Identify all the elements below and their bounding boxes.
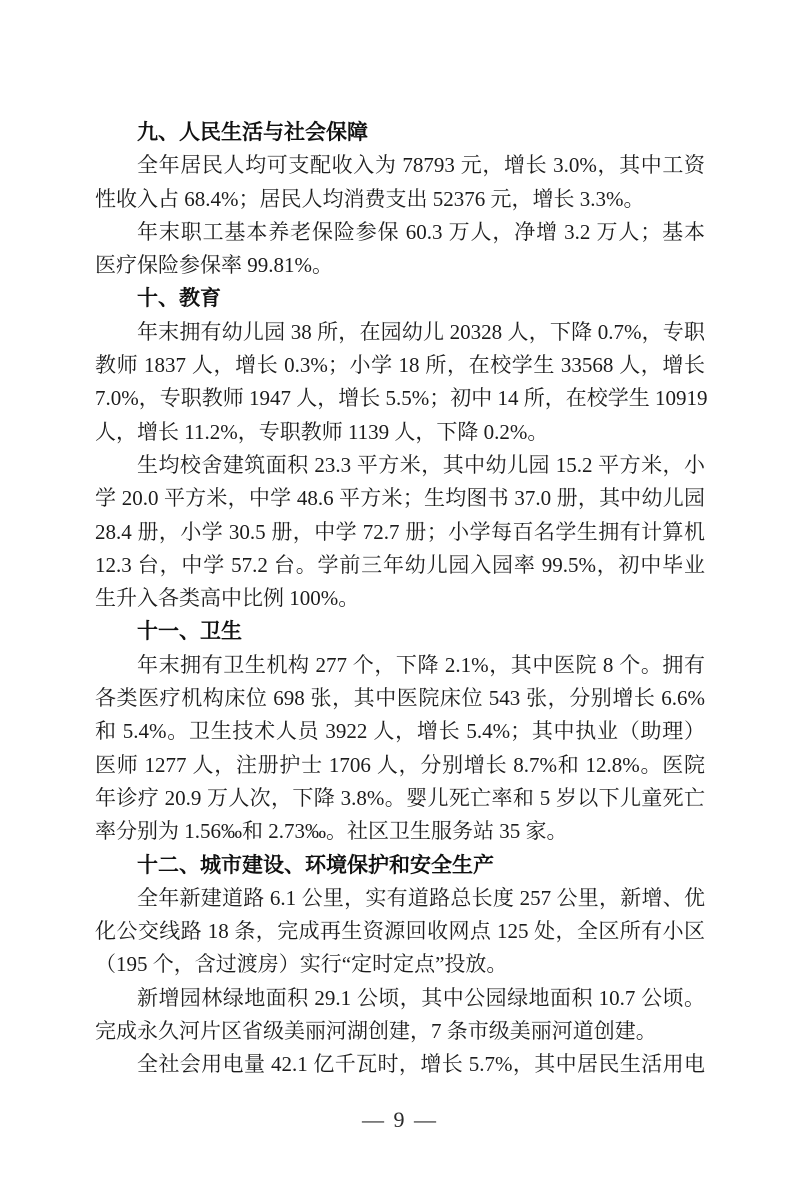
paragraph xyxy=(95,649,705,849)
paragraph xyxy=(95,982,705,1049)
text-line: 教师 1837 人，增长 0.3%；小学 18 所，在校学生 33568 人，增长 xyxy=(95,353,705,378)
paragraph xyxy=(95,216,705,283)
text-line: 人，增长 11.2%，专职教师 1139 人，下降 0.2%。 xyxy=(95,419,549,444)
text-line: 28.4 册，小学 30.5 册，中学 72.7 册；小学每百名学生拥有计算机 xyxy=(95,519,705,544)
text-line: 生均校舍建筑面积 23.3 平方米，其中幼儿园 15.2 平方米，小 xyxy=(137,452,705,477)
text-line: 年末拥有卫生机构 277 个，下降 2.1%，其中医院 8 个。拥有 xyxy=(137,652,705,677)
text-line: 医师 1277 人，注册护士 1706 人，分别增长 8.7%和 12.8%。医院 xyxy=(95,752,705,777)
page-number: — 9 — xyxy=(362,1107,438,1132)
text-line: 全年新建道路 6.1 公里，实有道路总长度 257 公里，新增、优 xyxy=(137,885,705,910)
text-line: 率分别为 1.56‰和 2.73‰。社区卫生服务站 35 家。 xyxy=(95,819,568,844)
paragraph xyxy=(95,316,708,449)
text-line: 年末职工基本养老保险参保 60.3 万人，净增 3.2 万人；基本 xyxy=(137,219,705,244)
text-line: 学 20.0 平方米，中学 48.6 平方米；生均图书 37.0 册，其中幼儿园 xyxy=(95,486,705,511)
paragraph xyxy=(95,149,705,216)
text-line: 和 5.4%。卫生技术人员 3922 人，增长 5.4%；其中执业（助理） xyxy=(95,719,705,744)
text-line: 新增园林绿地面积 29.1 公顷，其中公园绿地面积 10.7 公顷。 xyxy=(137,985,705,1010)
text-line: （195 个，含过渡房）实行“定时定点”投放。 xyxy=(95,952,508,977)
document-body xyxy=(95,116,708,1082)
text-line: 性收入占 68.4%；居民人均消费支出 52376 元，增长 3.3%。 xyxy=(95,186,645,211)
text-line: 各类医疗机构床位 698 张，其中医院床位 543 张，分别增长 6.6% xyxy=(95,686,705,711)
text-line: 生升入各类高中比例 100%。 xyxy=(95,586,360,611)
section-heading: 九、人民生活与社会保障 xyxy=(137,120,368,144)
text-line: 医疗保险参保率 99.81%。 xyxy=(95,253,333,278)
text-line: 化公交线路 18 条，完成再生资源回收网点 125 处，全区所有小区 xyxy=(95,919,705,944)
section-heading: 十、教育 xyxy=(137,286,221,311)
section-heading: 十二、城市建设、环境保护和安全生产 xyxy=(137,852,494,877)
text-line: 12.3 台，中学 57.2 台。学前三年幼儿园入园率 99.5%，初中毕业 xyxy=(95,552,705,577)
paragraph xyxy=(95,1048,705,1081)
text-line: 全年居民人均可支配收入为 78793 元，增长 3.0%，其中工资 xyxy=(137,153,705,178)
text-line: 完成永久河片区省级美丽河湖创建，7 条市级美丽河道创建。 xyxy=(95,1019,657,1044)
paragraph xyxy=(95,882,705,982)
section-heading: 十一、卫生 xyxy=(137,619,242,644)
text-line: 年末拥有幼儿园 38 所，在园幼儿 20328 人，下降 0.7%，专职 xyxy=(137,319,705,344)
paragraph xyxy=(95,449,705,615)
text-line: 7.0%，专职教师 1947 人，增长 5.5%；初中 14 所，在校学生 10919 xyxy=(95,386,708,411)
text-line: 年诊疗 20.9 万人次，下降 3.8%。婴儿死亡率和 5 岁以下儿童死亡 xyxy=(95,785,705,810)
text-line: 全社会用电量 42.1 亿千瓦时，增长 5.7%，其中居民生活用电 xyxy=(137,1052,705,1077)
